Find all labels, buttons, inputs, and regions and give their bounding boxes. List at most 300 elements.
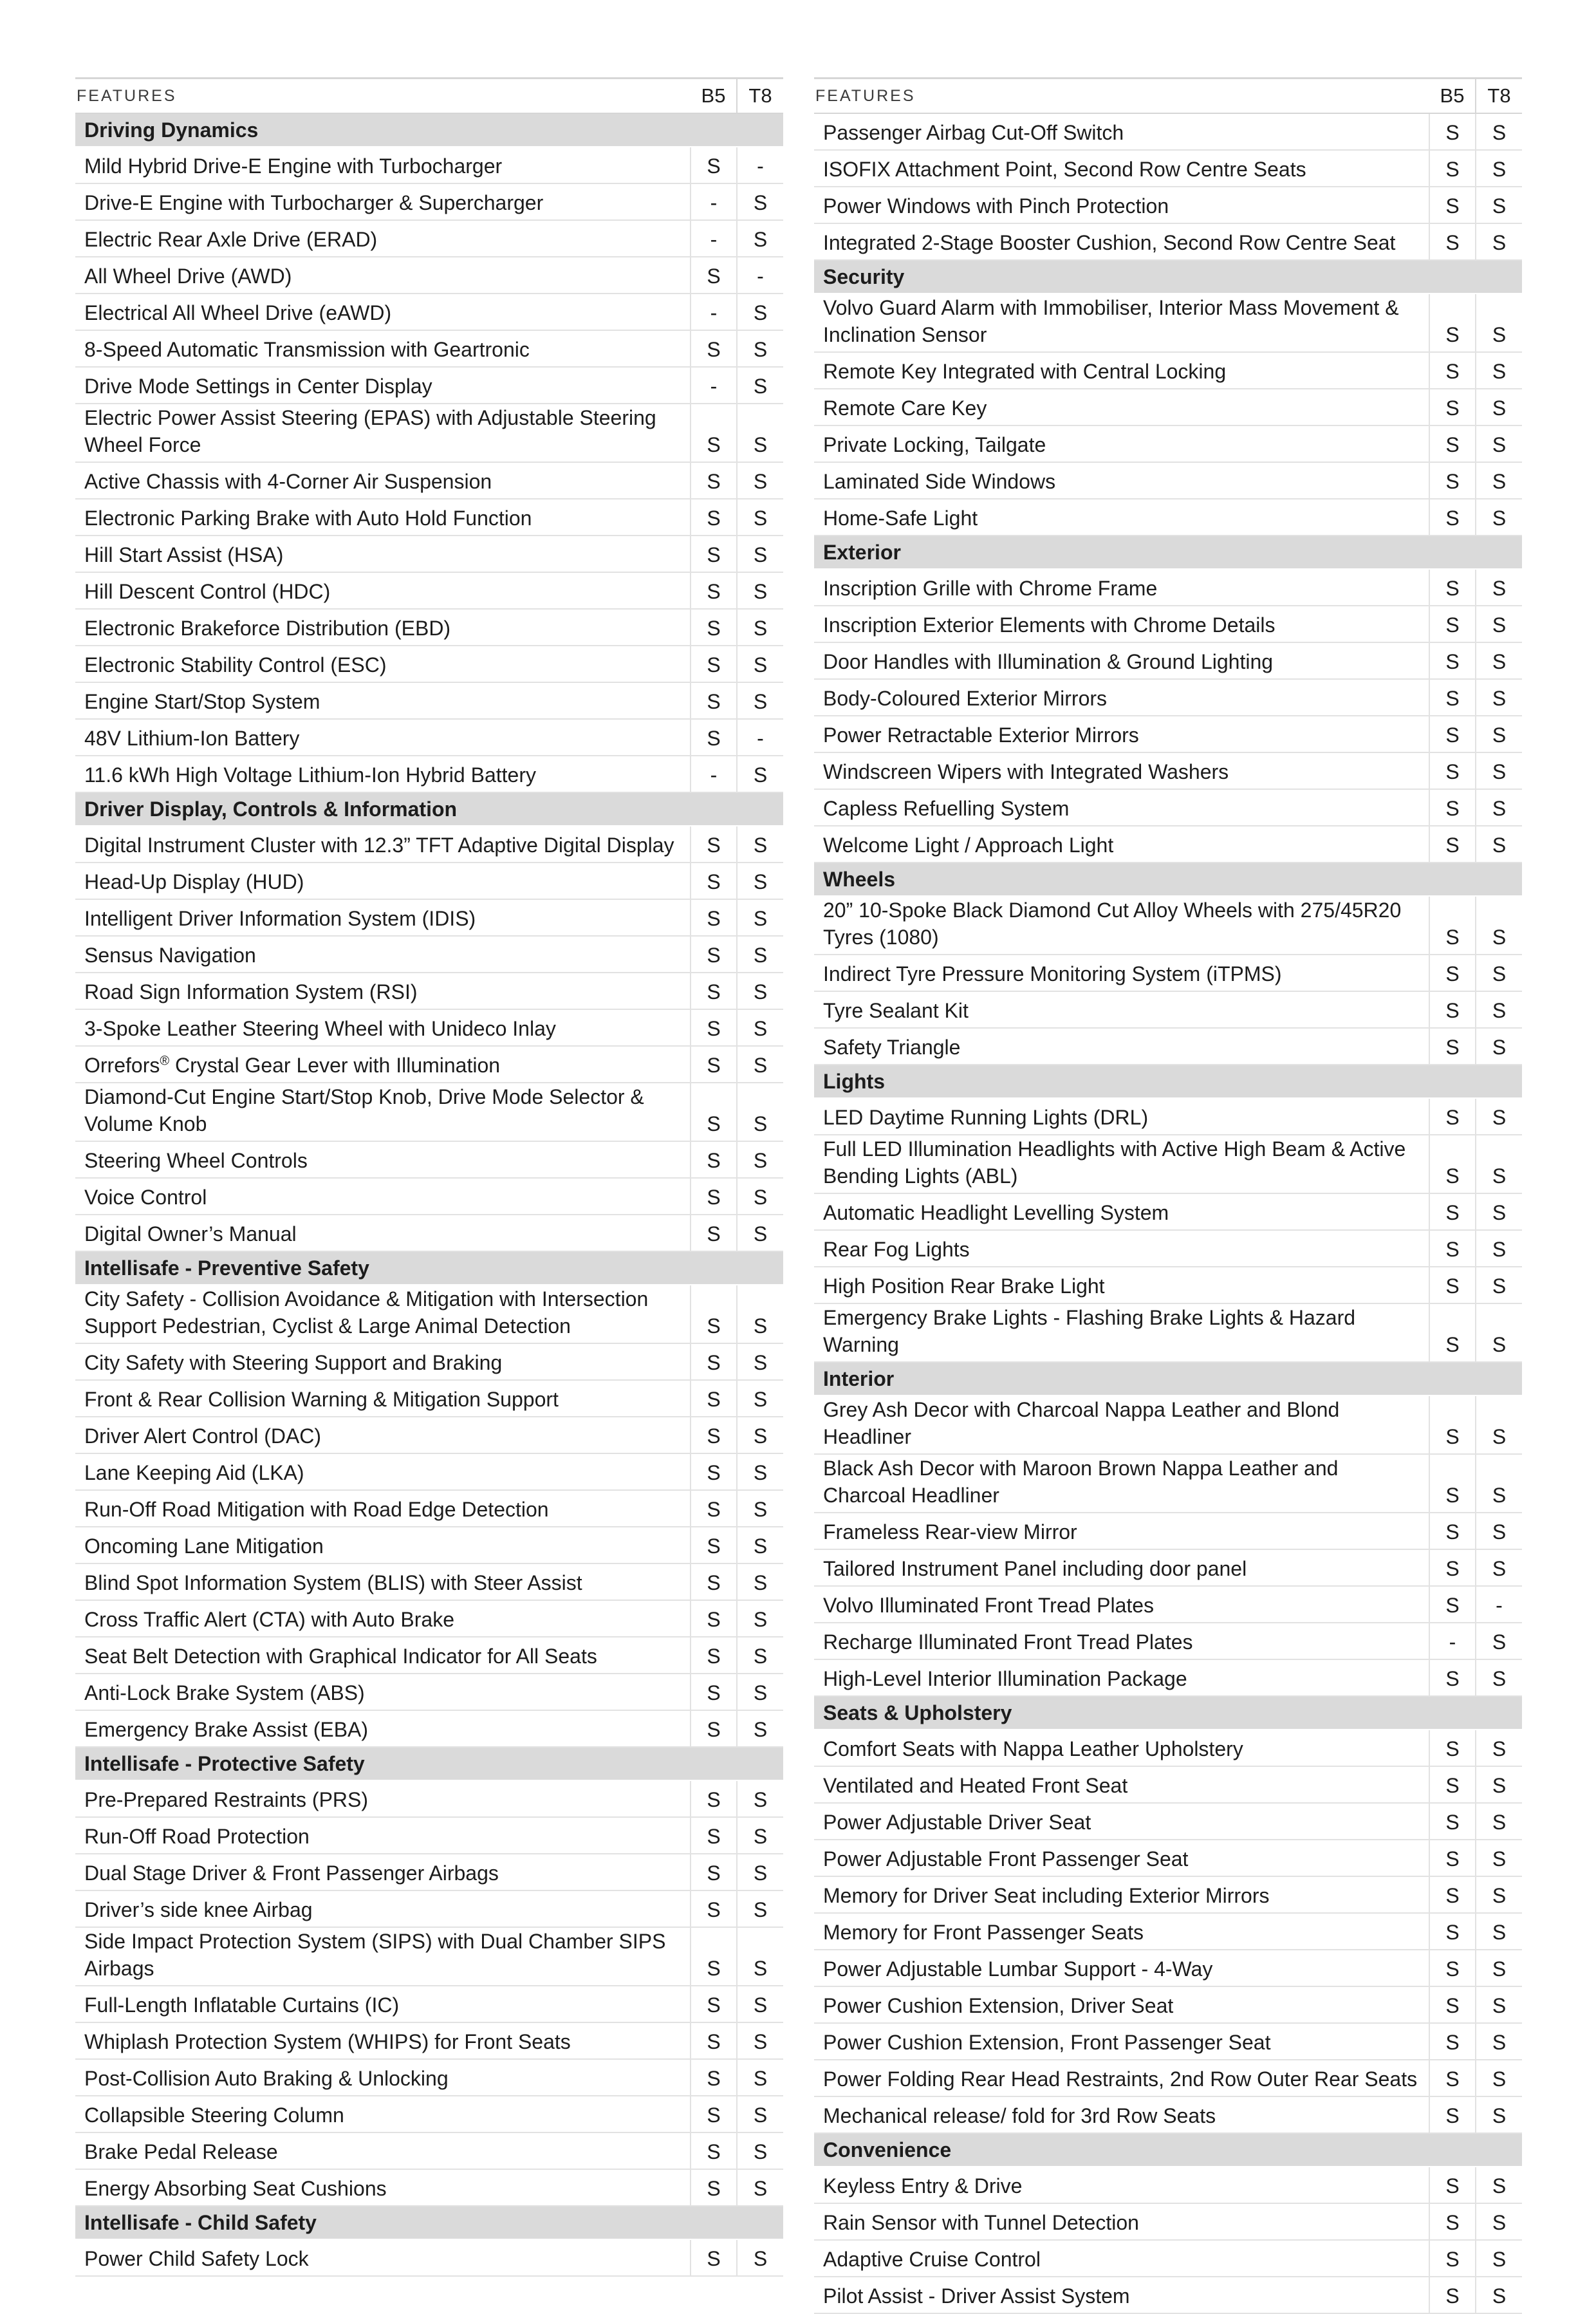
feature-row [75, 220, 783, 257]
section-header-row [814, 260, 1522, 294]
t8-availability: S [1476, 955, 1522, 991]
b5-availability: S [1429, 2277, 1476, 2313]
b5-availability: S [691, 1527, 737, 1563]
feature-label: Hill Start Assist (HSA) [75, 536, 691, 572]
b5-availability: S [691, 1600, 737, 1637]
feature-label: Power Adjustable Lumbar Support - 4-Way [814, 1950, 1429, 1986]
b5-availability: S [691, 973, 737, 1009]
feature-label: Windscreen Wipers with Integrated Washers [814, 752, 1429, 789]
features-table-body [75, 113, 783, 2276]
b5-availability: S [691, 1890, 737, 1927]
t8-availability: S [737, 973, 783, 1009]
t8-availability: S [1476, 2277, 1522, 2313]
feature-row [75, 572, 783, 609]
feature-label: Frameless Rear-view Mirror [814, 1513, 1429, 1549]
feature-label: Mild Hybrid Drive-E Engine with Turbocharger [75, 147, 691, 183]
feature-row [814, 1098, 1522, 1135]
b5-availability: S [691, 1780, 737, 1817]
feature-label: Laminated Side Windows [814, 462, 1429, 499]
feature-label: Power Cushion Extension, Front Passenger Seat [814, 2023, 1429, 2060]
b5-availability: S [1429, 499, 1476, 536]
feature-row [814, 2096, 1522, 2133]
b5-availability: S [1429, 1230, 1476, 1267]
b5-availability: S [1429, 462, 1476, 499]
t8-availability: S [1476, 789, 1522, 826]
section-header-row [814, 536, 1522, 569]
feature-row [814, 294, 1522, 352]
t8-availability: S [737, 682, 783, 719]
feature-label: Capless Refuelling System [814, 789, 1429, 826]
t8-availability: S [1476, 2240, 1522, 2277]
t8-availability: S [737, 183, 783, 220]
t8-availability: S [737, 367, 783, 404]
feature-label: Head-Up Display (HUD) [75, 863, 691, 899]
feature-label: Pre-Prepared Restraints (PRS) [75, 1780, 691, 1817]
feature-label: Full LED Illumination Headlights with Active High Beam & Active Bending Lights (ABL) [814, 1135, 1429, 1193]
b5-availability: S [1429, 1913, 1476, 1950]
b5-availability: S [1429, 352, 1476, 389]
t8-availability: S [737, 1780, 783, 1817]
feature-row [814, 1586, 1522, 1623]
feature-label: Private Locking, Tailgate [814, 425, 1429, 462]
feature-label: Indirect Tyre Pressure Monitoring System (iTPMS) [814, 955, 1429, 991]
feature-row [75, 1215, 783, 1251]
section-header-row [814, 2133, 1522, 2167]
feature-label: Power Retractable Exterior Mirrors [814, 716, 1429, 752]
feature-row [814, 1986, 1522, 2023]
features-column-header: FEATURES [75, 79, 691, 114]
t8-availability: S [737, 572, 783, 609]
t8-availability: S [1476, 1876, 1522, 1913]
t8-availability: S [1476, 1659, 1522, 1696]
t8-availability: S [1476, 1513, 1522, 1549]
feature-label: Comfort Seats with Nappa Leather Upholstery [814, 1730, 1429, 1766]
feature-row [75, 499, 783, 536]
feature-row [814, 2203, 1522, 2240]
feature-row [814, 1549, 1522, 1586]
b5-availability: S [1429, 2203, 1476, 2240]
feature-label: 48V Lithium-Ion Battery [75, 719, 691, 756]
b5-availability: - [691, 756, 737, 792]
feature-label: Front & Rear Collision Warning & Mitigation Support [75, 1380, 691, 1417]
feature-label: Road Sign Information System (RSI) [75, 973, 691, 1009]
feature-label: Seat Belt Detection with Graphical Indicator for All Seats [75, 1637, 691, 1674]
b5-availability: S [1429, 955, 1476, 991]
b5-availability: S [691, 572, 737, 609]
t8-availability: S [1476, 1986, 1522, 2023]
feature-row [814, 113, 1522, 150]
feature-row [814, 826, 1522, 863]
feature-row [814, 606, 1522, 642]
b5-availability: S [691, 1710, 737, 1747]
t8-availability: S [737, 1417, 783, 1453]
b5-availability: S [691, 1453, 737, 1490]
feature-label: Rain Sensor with Tunnel Detection [814, 2203, 1429, 2240]
b5-availability: S [1429, 2023, 1476, 2060]
feature-label: Ventilated and Heated Front Seat [814, 1766, 1429, 1803]
b5-availability: S [691, 1285, 737, 1343]
t8-availability: S [1476, 1730, 1522, 1766]
b5-availability: S [691, 1854, 737, 1890]
b5-availability: S [691, 536, 737, 572]
b5-availability: S [691, 719, 737, 756]
b5-availability: S [1429, 113, 1476, 150]
feature-label: Run-Off Road Protection [75, 1817, 691, 1854]
feature-row [75, 330, 783, 367]
t8-availability: S [1476, 1135, 1522, 1193]
feature-row [75, 1637, 783, 1674]
feature-label: Safety Triangle [814, 1028, 1429, 1065]
feature-label: Volvo Illuminated Front Tread Plates [814, 1586, 1429, 1623]
feature-row [814, 789, 1522, 826]
b5-availability: S [1429, 1098, 1476, 1135]
feature-label: Orrefors® Crystal Gear Lever with Illumination [75, 1046, 691, 1083]
section-title: Driving Dynamics [75, 113, 783, 147]
feature-row [75, 756, 783, 792]
t8-availability: S [737, 826, 783, 863]
b5-availability: S [1429, 1028, 1476, 1065]
b5-availability: S [1429, 679, 1476, 716]
b5-availability: - [691, 367, 737, 404]
feature-row [75, 719, 783, 756]
b5-availability: S [691, 899, 737, 936]
feature-label: Recharge Illuminated Front Tread Plates [814, 1623, 1429, 1659]
feature-label: 11.6 kWh High Voltage Lithium-Ion Hybrid Battery [75, 756, 691, 792]
feature-label: 20” 10-Spoke Black Diamond Cut Alloy Wheels with 275/45R20 Tyres (1080) [814, 896, 1429, 955]
t8-availability: S [737, 899, 783, 936]
feature-row [75, 1527, 783, 1563]
feature-row [75, 1141, 783, 1178]
feature-label: Hill Descent Control (HDC) [75, 572, 691, 609]
feature-row [75, 2169, 783, 2206]
feature-row [75, 183, 783, 220]
b5-availability: S [691, 1927, 737, 1986]
b5-availability: S [691, 936, 737, 973]
b5-availability: S [1429, 1730, 1476, 1766]
t8-availability: S [737, 2059, 783, 2096]
feature-row [814, 2060, 1522, 2096]
feature-row [814, 1913, 1522, 1950]
b5-availability: S [1429, 150, 1476, 187]
b5-availability: S [691, 682, 737, 719]
feature-row [75, 1285, 783, 1343]
feature-label: Passenger Airbag Cut-Off Switch [814, 113, 1429, 150]
features-table [75, 77, 783, 2277]
t8-availability: S [1476, 752, 1522, 789]
t8-availability: S [737, 936, 783, 973]
features-table-left [75, 77, 783, 2277]
t8-availability: S [1476, 223, 1522, 260]
feature-row [75, 536, 783, 572]
t8-availability: S [737, 1890, 783, 1927]
feature-label: Emergency Brake Assist (EBA) [75, 1710, 691, 1747]
t8-availability: S [737, 1817, 783, 1854]
feature-row [814, 223, 1522, 260]
registered-mark: ® [160, 1054, 170, 1068]
t8-availability: S [1476, 1840, 1522, 1876]
t8-availability: S [1476, 679, 1522, 716]
feature-label: Electronic Stability Control (ESC) [75, 646, 691, 682]
b5-availability: S [1429, 1766, 1476, 1803]
t8-availability: S [737, 646, 783, 682]
features-column-header: FEATURES [814, 79, 1429, 114]
feature-row [814, 991, 1522, 1028]
feature-label: Integrated 2-Stage Booster Cushion, Second Row Centre Seat [814, 223, 1429, 260]
feature-label: Power Child Safety Lock [75, 2239, 691, 2276]
feature-row [75, 367, 783, 404]
b5-availability: S [691, 499, 737, 536]
t8-availability: S [737, 1927, 783, 1986]
section-header-row [75, 1251, 783, 1285]
b5-availability: S [691, 1986, 737, 2022]
feature-label: Active Chassis with 4-Corner Air Suspension [75, 462, 691, 499]
feature-label: Voice Control [75, 1178, 691, 1215]
feature-row [75, 2022, 783, 2059]
b5-availability: S [1429, 642, 1476, 679]
b5-availability: S [691, 404, 737, 462]
section-header-row [75, 2206, 783, 2239]
t8-availability: S [737, 1215, 783, 1251]
section-header-row [75, 792, 783, 826]
feature-label: City Safety - Collision Avoidance & Mitigation with Intersection Support Pedestrian, Cyclist & Large Animal Detection [75, 1285, 691, 1343]
feature-label: Diamond-Cut Engine Start/Stop Knob, Drive Mode Selector & Volume Knob [75, 1083, 691, 1141]
t8-availability: S [1476, 642, 1522, 679]
b5-availability: S [1429, 425, 1476, 462]
feature-row [814, 2240, 1522, 2277]
t8-availability: S [737, 2096, 783, 2132]
feature-label: Electronic Brakeforce Distribution (EBD) [75, 609, 691, 646]
feature-label: Power Windows with Pinch Protection [814, 187, 1429, 223]
feature-row [75, 2132, 783, 2169]
feature-row [814, 1513, 1522, 1549]
section-title: Exterior [814, 536, 1522, 569]
feature-row [75, 404, 783, 462]
feature-row [814, 1766, 1522, 1803]
feature-label: 8-Speed Automatic Transmission with Geartronic [75, 330, 691, 367]
b5-availability: S [691, 2169, 737, 2206]
feature-row [75, 1986, 783, 2022]
t8-availability: S [737, 1380, 783, 1417]
b5-availability: S [1429, 1840, 1476, 1876]
feature-row [814, 1230, 1522, 1267]
t8-availability: S [1476, 1913, 1522, 1950]
t8-availability: S [1476, 1098, 1522, 1135]
b5-availability: S [1429, 1803, 1476, 1840]
b5-availability: S [1429, 991, 1476, 1028]
feature-label: Memory for Front Passenger Seats [814, 1913, 1429, 1950]
feature-row [75, 1380, 783, 1417]
b5-availability: S [1429, 1193, 1476, 1230]
t8-availability: S [1476, 2096, 1522, 2133]
b5-availability: S [1429, 1135, 1476, 1193]
feature-row [75, 257, 783, 294]
b5-availability: S [1429, 1513, 1476, 1549]
feature-label: Electric Rear Axle Drive (ERAD) [75, 220, 691, 257]
feature-label: Full-Length Inflatable Curtains (IC) [75, 1986, 691, 2022]
feature-label: Blind Spot Information System (BLIS) with Steer Assist [75, 1563, 691, 1600]
feature-row [814, 1803, 1522, 1840]
feature-label: Inscription Exterior Elements with Chrome Details [814, 606, 1429, 642]
feature-label: Dual Stage Driver & Front Passenger Airbags [75, 1854, 691, 1890]
feature-row [75, 1780, 783, 1817]
b5-availability: S [1429, 1950, 1476, 1986]
feature-label: Steering Wheel Controls [75, 1141, 691, 1178]
b5-availability: S [691, 1417, 737, 1453]
t8-availability: S [1476, 1267, 1522, 1303]
t8-availability: S [1476, 1950, 1522, 1986]
b5-availability: - [1429, 1623, 1476, 1659]
features-table-body [814, 113, 1522, 2313]
feature-label: Electrical All Wheel Drive (eAWD) [75, 294, 691, 330]
feature-row [75, 1817, 783, 1854]
t8-availability: S [1476, 187, 1522, 223]
b5-availability: S [691, 2022, 737, 2059]
feature-label: Pilot Assist - Driver Assist System [814, 2277, 1429, 2313]
feature-row [75, 1674, 783, 1710]
feature-row [75, 1854, 783, 1890]
feature-row [75, 1009, 783, 1046]
b5-column-header: B5 [691, 79, 737, 114]
t8-availability: S [737, 1343, 783, 1380]
feature-row [814, 2023, 1522, 2060]
t8-availability: S [1476, 1549, 1522, 1586]
b5-availability: - [691, 294, 737, 330]
b5-availability: S [1429, 1454, 1476, 1513]
feature-row [814, 1135, 1522, 1193]
feature-label: Electronic Parking Brake with Auto Hold Function [75, 499, 691, 536]
b5-availability: S [1429, 826, 1476, 863]
t8-availability: S [1476, 425, 1522, 462]
b5-availability: S [1429, 1986, 1476, 2023]
t8-availability: - [737, 719, 783, 756]
feature-row [75, 1083, 783, 1141]
feature-label: Engine Start/Stop System [75, 682, 691, 719]
b5-availability: S [691, 826, 737, 863]
t8-availability: S [1476, 1395, 1522, 1454]
t8-availability: S [1476, 150, 1522, 187]
feature-row [75, 826, 783, 863]
feature-label: City Safety with Steering Support and Braking [75, 1343, 691, 1380]
b5-availability: S [1429, 389, 1476, 425]
feature-label: Sensus Navigation [75, 936, 691, 973]
feature-label: Adaptive Cruise Control [814, 2240, 1429, 2277]
feature-row [814, 2167, 1522, 2203]
feature-row [814, 2277, 1522, 2313]
t8-availability: S [737, 2239, 783, 2276]
feature-row [75, 1600, 783, 1637]
feature-label: Body-Coloured Exterior Mirrors [814, 679, 1429, 716]
section-title: Seats & Upholstery [814, 1696, 1522, 1730]
b5-availability: S [691, 330, 737, 367]
feature-label: Anti-Lock Brake System (ABS) [75, 1674, 691, 1710]
t8-availability: S [1476, 113, 1522, 150]
t8-availability: S [1476, 2060, 1522, 2096]
t8-availability: S [1476, 2203, 1522, 2240]
b5-availability: S [1429, 1267, 1476, 1303]
feature-label: Cross Traffic Alert (CTA) with Auto Brake [75, 1600, 691, 1637]
t8-availability: S [1476, 569, 1522, 606]
feature-label: ISOFIX Attachment Point, Second Row Centre Seats [814, 150, 1429, 187]
feature-label: Power Cushion Extension, Driver Seat [814, 1986, 1429, 2023]
b5-availability: S [691, 1178, 737, 1215]
feature-label: Inscription Grille with Chrome Frame [814, 569, 1429, 606]
feature-row [814, 1840, 1522, 1876]
feature-label: High-Level Interior Illumination Package [814, 1659, 1429, 1696]
feature-row [814, 389, 1522, 425]
feature-label: Power Adjustable Driver Seat [814, 1803, 1429, 1840]
feature-row [814, 679, 1522, 716]
feature-row [814, 955, 1522, 991]
feature-label: Drive-E Engine with Turbocharger & Supercharger [75, 183, 691, 220]
b5-column-header: B5 [1429, 79, 1476, 114]
b5-availability: S [691, 1009, 737, 1046]
b5-availability: S [691, 1674, 737, 1710]
feature-row [814, 352, 1522, 389]
b5-availability: S [1429, 1395, 1476, 1454]
b5-availability: S [691, 1563, 737, 1600]
feature-row [814, 1267, 1522, 1303]
feature-label: Black Ash Decor with Maroon Brown Nappa Leather and Charcoal Headliner [814, 1454, 1429, 1513]
t8-availability: S [737, 1710, 783, 1747]
feature-row [75, 863, 783, 899]
feature-label: Volvo Guard Alarm with Immobiliser, Interior Mass Movement & Inclination Sensor [814, 294, 1429, 352]
b5-availability: S [691, 1046, 737, 1083]
feature-row [814, 896, 1522, 955]
b5-availability: S [691, 863, 737, 899]
feature-row [75, 147, 783, 183]
b5-availability: S [691, 1215, 737, 1251]
section-title: Intellisafe - Preventive Safety [75, 1251, 783, 1285]
b5-availability: S [1429, 569, 1476, 606]
feature-row [814, 1303, 1522, 1362]
b5-availability: S [1429, 1303, 1476, 1362]
b5-availability: S [691, 609, 737, 646]
t8-availability: S [737, 499, 783, 536]
feature-label: Keyless Entry & Drive [814, 2167, 1429, 2203]
feature-row [75, 462, 783, 499]
b5-availability: S [691, 257, 737, 294]
feature-label: Power Adjustable Front Passenger Seat [814, 1840, 1429, 1876]
feature-row [75, 1046, 783, 1083]
t8-availability: S [737, 330, 783, 367]
feature-label: Emergency Brake Lights - Flashing Brake Lights & Hazard Warning [814, 1303, 1429, 1362]
section-title: Intellisafe - Child Safety [75, 2206, 783, 2239]
t8-availability: S [737, 1674, 783, 1710]
feature-row [75, 1343, 783, 1380]
feature-row [75, 973, 783, 1009]
table-header-row [814, 79, 1522, 114]
table-header-row [75, 79, 783, 114]
feature-label: Remote Care Key [814, 389, 1429, 425]
section-title: Lights [814, 1065, 1522, 1098]
feature-row [814, 150, 1522, 187]
b5-availability: - [691, 183, 737, 220]
t8-availability: S [737, 294, 783, 330]
t8-availability: S [737, 1490, 783, 1527]
b5-availability: S [1429, 2240, 1476, 2277]
b5-availability: S [691, 1343, 737, 1380]
feature-row [814, 1028, 1522, 1065]
b5-availability: S [1429, 752, 1476, 789]
feature-row [75, 1927, 783, 1986]
feature-label: Welcome Light / Approach Light [814, 826, 1429, 863]
t8-availability: S [737, 1563, 783, 1600]
feature-row [814, 1659, 1522, 1696]
t8-availability: S [1476, 294, 1522, 352]
t8-availability: S [1476, 1230, 1522, 1267]
feature-label: Grey Ash Decor with Charcoal Nappa Leather and Blond Headliner [814, 1395, 1429, 1454]
b5-availability: S [1429, 716, 1476, 752]
